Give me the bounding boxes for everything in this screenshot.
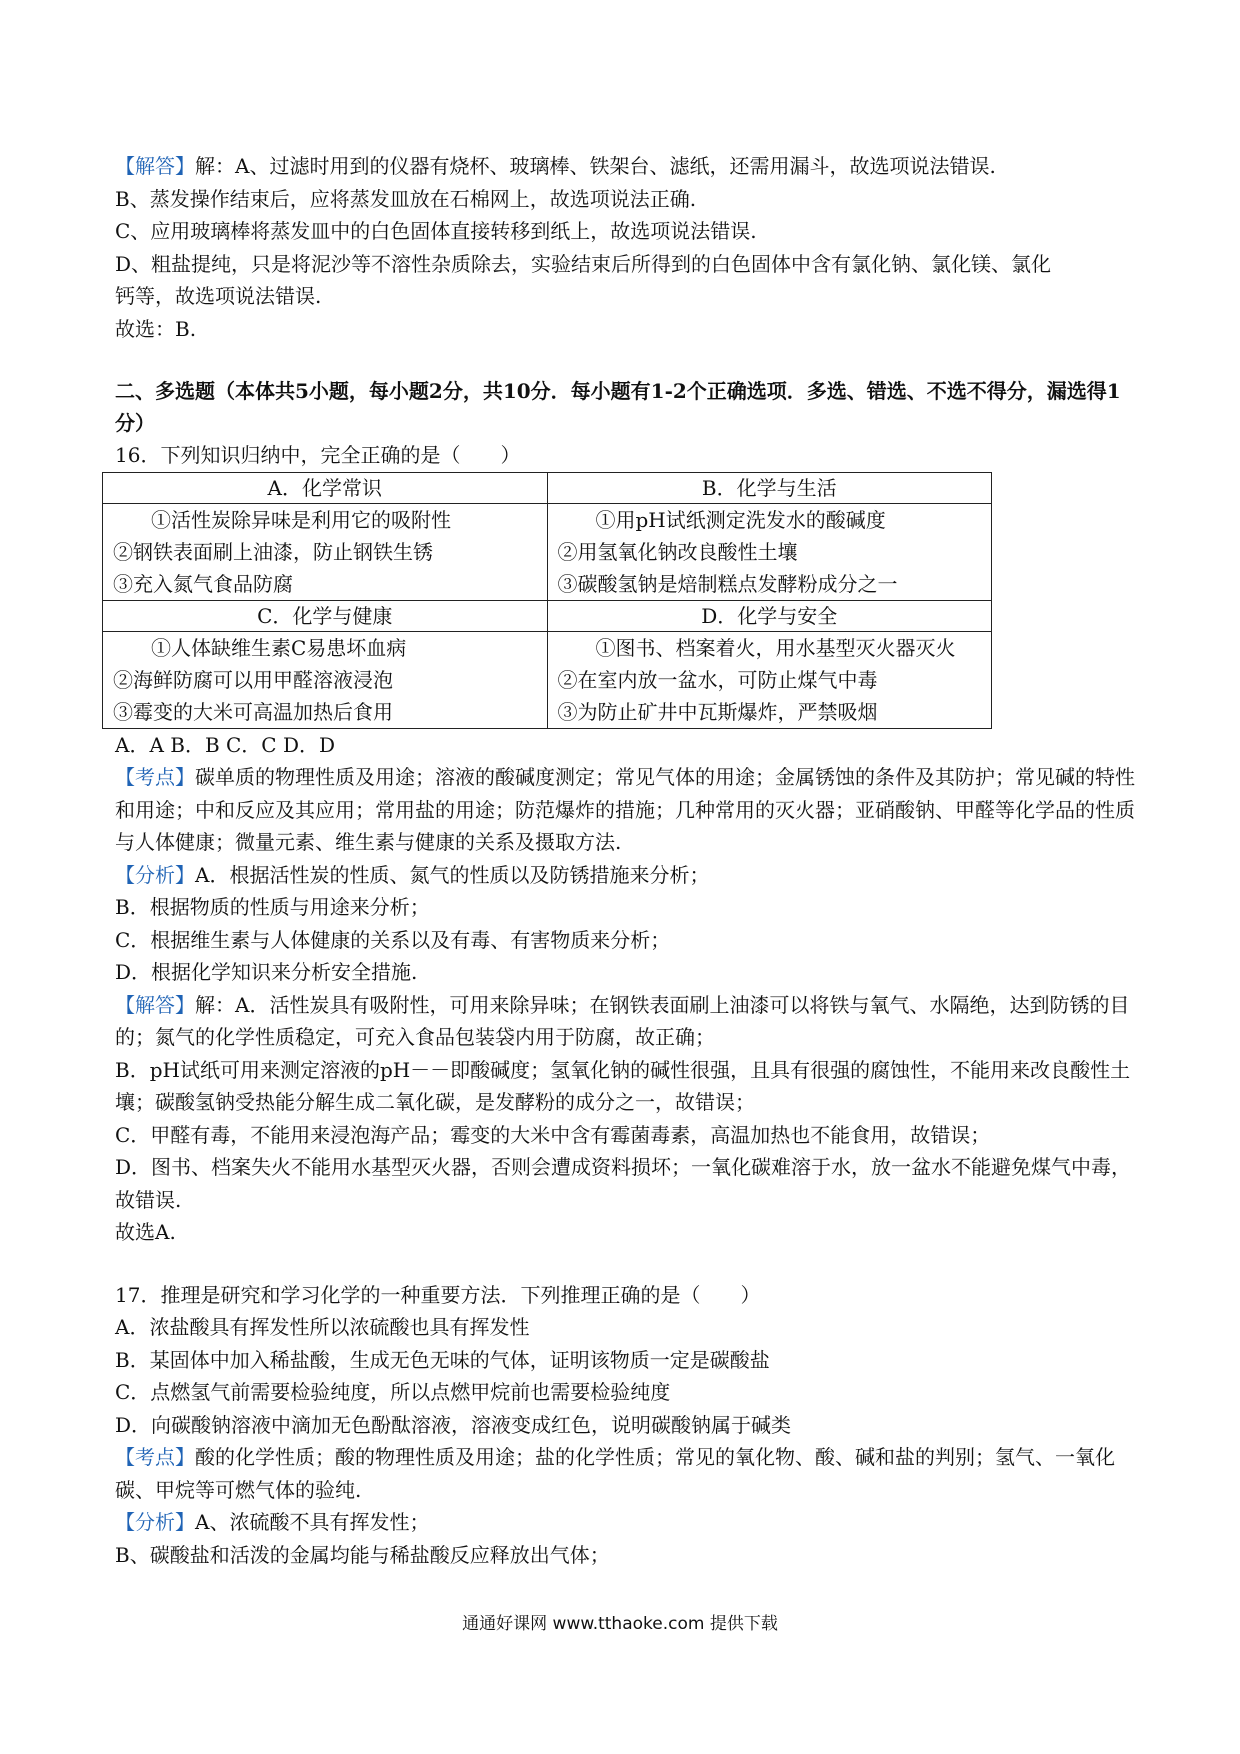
cell-d-title: D．化学与安全 — [547, 600, 992, 631]
q17-option-c: C．点燃氢气前需要检验纯度，所以点燃甲烷前也需要检验纯度 — [115, 1380, 671, 1404]
kaodian-tag: 【考点】 — [115, 1445, 195, 1469]
answer-tag: 【解答】 — [115, 992, 195, 1017]
q16-jieda-b: B．pH试纸可用来测定溶液的pH－－即酸碱度；氢氧化钠的碱性很强，且具有很强的腐蚀性，不能用来改良酸性土壤；碳酸氢钠受热能分解生成二氧化碳，是发酵粉的成分之一，故错误； — [115, 1057, 1131, 1114]
q17-fenxi-line-1: 【分析】A、浓硫酸不具有挥发性； — [115, 1510, 430, 1534]
page-footer: 通通好课网 www.tthaoke.com 提供下载 — [462, 1614, 778, 1634]
q15-answer-line-2: B、蒸发操作结束后，应将蒸发皿放在石棉网上，故选项说法正确. — [115, 186, 697, 211]
q16-fenxi-line-1: 【分析】A．根据活性炭的性质、氮气的性质以及防锈措施来分析； — [115, 862, 710, 887]
cell-a-title: A．化学常识 — [103, 472, 548, 503]
answer-tag: 【解答】 — [115, 154, 195, 178]
fenxi-tag: 【分析】 — [115, 862, 195, 887]
spacer — [115, 1249, 1135, 1279]
q17-option-b: B．某固体中加入稀盐酸，生成无色无味的气体，证明该物质一定是碳酸盐 — [115, 1347, 770, 1372]
q16-jieda-c: C．甲醛有毒，不能用来浸泡海产品；霉变的大米中含有霉菌毒素，高温加热也不能食用，故错误； — [115, 1122, 991, 1147]
q15-answer-choice: 故选：B. — [115, 316, 197, 341]
q16-fenxi-line-4: D．根据化学知识来分析安全措施. — [115, 960, 418, 984]
q16-stem: 16．下列知识归纳中，完全正确的是（ ） — [115, 443, 521, 467]
q15-answer-line-1: 【解答】解：A、过滤时用到的仪器有烧杯、玻璃棒、铁架台、滤纸，还需用漏斗，故选项说法错误. — [115, 154, 996, 178]
q17-stem: 17．推理是研究和学习化学的一种重要方法．下列推理正确的是（ ） — [115, 1282, 761, 1307]
cell-d-items: ①图书、档案着火，用水基型灭火器灭火 ②在室内放一盆水，可防止煤气中毒 ③为防止矿井中瓦斯爆炸，严禁吸烟 — [547, 631, 992, 728]
q15-answer-line-3: C、应用玻璃棒将蒸发皿中的白色固体直接转移到纸上，故选项说法错误. — [115, 219, 757, 243]
q15-answer-line-4: D、粗盐提纯，只是将泥沙等不溶性杂质除去，实验结束后所得到的白色固体中含有氯化钠、氯化镁、氯化 — [115, 251, 1052, 276]
q17-kaodian: 【考点】酸的化学性质；酸的物理性质及用途；盐的化学性质；常见的氧化物、酸、碱和盐的判别；氢气、一氧化碳、甲烷等可燃气体的验纯. — [115, 1445, 1115, 1502]
q17-fenxi-line-2: B、碳酸盐和活泼的金属均能与稀盐酸反应释放出气体； — [115, 1542, 610, 1567]
q16-jieda-d: D．图书、档案失火不能用水基型灭火器，否则会遭成资料损坏；一氧化碳难溶于水，放一盆水不能避免煤气中毒，故错误. — [115, 1155, 1132, 1212]
fenxi-tag: 【分析】 — [115, 1510, 195, 1534]
q16-answer: 故选A. — [115, 1220, 176, 1244]
q16-options: A．A B．B C．C D．D — [115, 732, 336, 757]
cell-b-items: ①用pH试纸测定洗发水的酸碱度 ②用氢氧化钠改良酸性土壤 ③碳酸氢钠是焙制糕点发酵粉成分之一 — [547, 503, 992, 600]
cell-c-title: C．化学与健康 — [103, 600, 548, 631]
q16-fenxi-line-3: C．根据维生素与人体健康的关系以及有毒、有害物质来分析； — [115, 927, 671, 952]
knowledge-table — [102, 472, 992, 729]
q16-fenxi-line-2: B．根据物质的性质与用途来分析； — [115, 895, 430, 919]
q15-answer-line-5: 钙等，故选项说法错误. — [115, 284, 322, 308]
cell-c-items: ①人体缺维生素C易患坏血病 ②海鲜防腐可以用甲醛溶液浸泡 ③霉变的大米可高温加热后食用 — [103, 631, 548, 728]
q16-kaodian: 【考点】碳单质的物理性质及用途；溶液的酸碱度测定；常见气体的用途；金属锈蚀的条件及其防护；常见碱的特性和用途；中和反应及其应用；常用盐的用途；防范爆炸的措施；几种常用的灭火器；亚硝酸钠、甲醛等化学品的性质与人体健康；微量元素、维生素与健康的关系及摄取方法. — [115, 765, 1135, 854]
q17-option-d: D．向碳酸钠溶液中滴加无色酚酞溶液，溶液变成红色，说明碳酸钠属于碱类 — [115, 1412, 792, 1437]
cell-b-title: B．化学与生活 — [547, 472, 992, 503]
section-heading: 二、多选题（本体共5小题，每小题2分，共10分．每小题有1-2个正确选项．多选、错选、不选不得分，漏选得1分） — [115, 379, 1121, 435]
kaodian-tag: 【考点】 — [115, 765, 195, 789]
cell-a-items: ①活性炭除异味是利用它的吸附性 ②钢铁表面刷上油漆，防止钢铁生锈 ③充入氮气食品防腐 — [103, 503, 548, 600]
page-content — [115, 150, 1135, 1571]
q16-jieda-a: 【解答】解：A．活性炭具有吸附性，可用来除异味；在钢铁表面刷上油漆可以将铁与氧气、水隔绝，达到防锈的目的；氮气的化学性质稳定，可充入食品包装袋内用于防腐，故正确； — [115, 992, 1130, 1049]
q17-option-a: A．浓盐酸具有挥发性所以浓硫酸也具有挥发性 — [115, 1315, 530, 1339]
